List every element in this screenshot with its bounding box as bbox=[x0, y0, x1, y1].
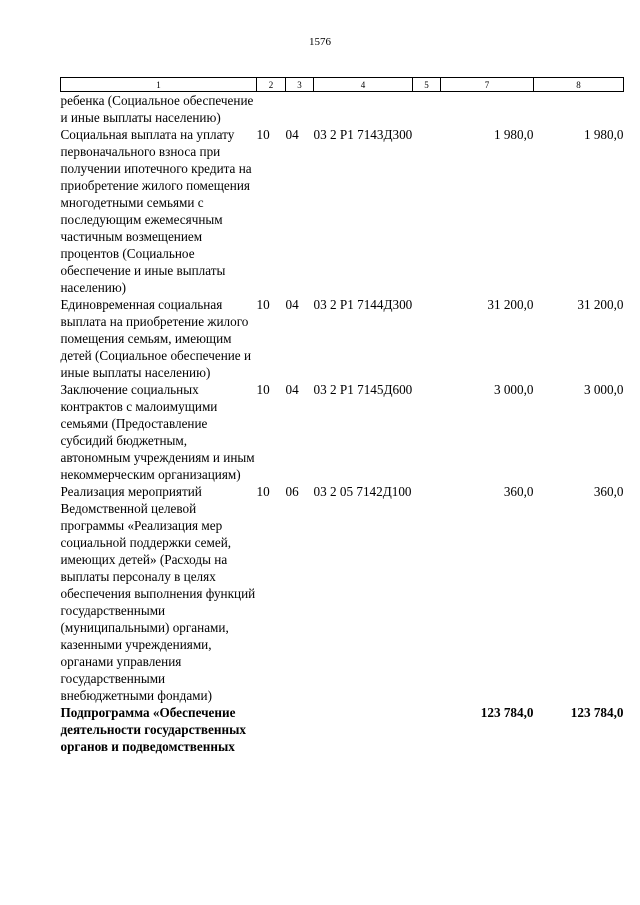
row-subsection: 06 bbox=[285, 484, 299, 499]
table-header bbox=[61, 78, 624, 92]
row-expense-type bbox=[413, 92, 441, 127]
row-name: Социальная выплата на уплату первоначального взноса при получении ипотечного кредита на приобретение жилого помещения многодетными семьями с последующим ежемесячным частичным возмещением процентов (Социальное обеспечение и иные выплаты населению) bbox=[60, 127, 252, 295]
row-amount-col8: 3 000,0 bbox=[583, 382, 624, 397]
subtotal-amount-col8: 123 784,0 bbox=[570, 705, 624, 720]
row-section: 10 bbox=[256, 297, 270, 312]
row-section: 10 bbox=[256, 484, 270, 499]
row-expense-type bbox=[413, 296, 441, 381]
row-amount-col8: 360,0 bbox=[593, 484, 624, 499]
row-target-article bbox=[314, 92, 413, 127]
row-amount-col7: 1 980,0 bbox=[493, 127, 534, 142]
page-number: 1576 bbox=[309, 36, 331, 48]
row-subsection: 04 bbox=[285, 297, 299, 312]
row-target-article: 03 2 05 7142Д100 bbox=[313, 484, 412, 499]
header-col-3: 3 bbox=[286, 78, 314, 92]
header-col-4: 4 bbox=[314, 78, 413, 92]
row-subsection: 04 bbox=[285, 127, 299, 142]
subtotal-amount-col7: 123 784,0 bbox=[480, 705, 534, 720]
header-col-8: 8 bbox=[534, 78, 624, 92]
row-subsection bbox=[286, 92, 314, 127]
table-row bbox=[61, 483, 624, 704]
row-subsection: 04 bbox=[285, 382, 299, 397]
row-target-article: 03 2 Р1 7145Д600 bbox=[313, 382, 413, 397]
table-row bbox=[61, 296, 624, 381]
row-expense-type bbox=[413, 483, 441, 704]
header-col-1: 1 bbox=[61, 78, 257, 92]
row-section bbox=[257, 92, 286, 127]
budget-table bbox=[60, 77, 624, 755]
row-amount-col7: 31 200,0 bbox=[487, 297, 534, 312]
row-amount-col8: 1 980,0 bbox=[583, 127, 624, 142]
header-col-7: 7 bbox=[441, 78, 534, 92]
row-target-article: 03 2 Р1 7143Д300 bbox=[313, 127, 413, 142]
row-section: 10 bbox=[256, 382, 270, 397]
header-col-5: 5 bbox=[413, 78, 441, 92]
row-amount-col7: 3 000,0 bbox=[493, 382, 534, 397]
row-name: Единовременная социальная выплата на приобретение жилого помещения семьям, имеющим детей (Социальное обеспечение и иные выплаты населению) bbox=[60, 297, 252, 380]
row-amount-col7 bbox=[441, 92, 534, 127]
row-amount-col8: 31 200,0 bbox=[577, 297, 624, 312]
table-row bbox=[61, 92, 624, 127]
header-col-2: 2 bbox=[257, 78, 286, 92]
row-amount-col7: 360,0 bbox=[503, 484, 534, 499]
row-name: Заключение социальных контрактов с малоимущими семьями (Предоставление субсидий бюджетным, автономным учреждениям и иным некоммерческим организациям) bbox=[60, 382, 255, 482]
subtotal-row bbox=[61, 704, 624, 755]
row-name: Реализация мероприятий Ведомственной целевой программы «Реализация мер социальной поддержки семей, имеющих детей» (Расходы на выплаты персоналу в целях обеспечения выполнения функций государственными (муниципальными) органами, казенными учреждениями, органами управления государственными внебюджетными фондами) bbox=[60, 484, 256, 703]
row-target-article: 03 2 Р1 7144Д300 bbox=[313, 297, 413, 312]
row-expense-type bbox=[413, 126, 441, 296]
subtotal-name: Подпрограмма «Обеспечение деятельности государственных органов и подведомственных bbox=[60, 705, 246, 754]
row-expense-type bbox=[413, 381, 441, 483]
header-row bbox=[61, 78, 624, 92]
table-body bbox=[61, 92, 624, 756]
row-name: ребенка (Социальное обеспечение и иные выплаты населению) bbox=[60, 93, 254, 125]
table-row bbox=[61, 126, 624, 296]
table-row bbox=[61, 381, 624, 483]
row-amount-col8 bbox=[534, 92, 624, 127]
row-section: 10 bbox=[256, 127, 270, 142]
